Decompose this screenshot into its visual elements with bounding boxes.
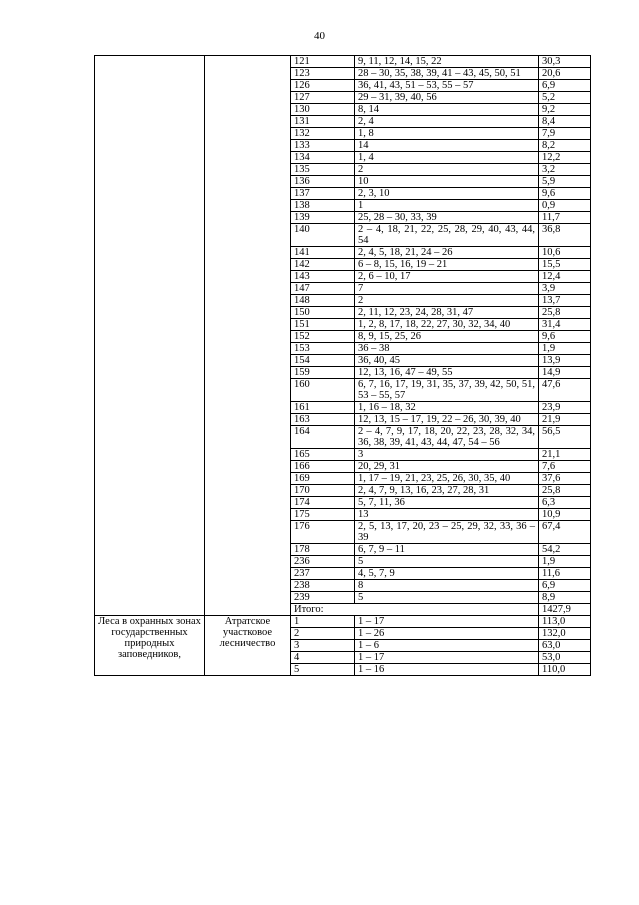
area-value: 7,6 <box>539 461 591 473</box>
quarter-number: 237 <box>291 568 355 580</box>
forest-quarters-table <box>94 55 591 676</box>
area-value: 36,8 <box>539 224 591 247</box>
parcel-numbers: 8, 14 <box>355 104 539 116</box>
area-value: 56,5 <box>539 426 591 449</box>
quarter-number: 238 <box>291 580 355 592</box>
quarter-number: 163 <box>291 414 355 426</box>
area-value: 6,9 <box>539 80 591 92</box>
quarter-number: 131 <box>291 116 355 128</box>
parcel-numbers: 1 – 17 <box>355 616 539 628</box>
quarter-number: 147 <box>291 283 355 295</box>
parcel-numbers: 9, 11, 12, 14, 15, 22 <box>355 56 539 68</box>
quarter-number: 127 <box>291 92 355 104</box>
area-value: 13,9 <box>539 355 591 367</box>
total-label: Итого: <box>291 604 539 616</box>
quarter-number: 176 <box>291 521 355 544</box>
quarter-number: 126 <box>291 80 355 92</box>
quarter-number: 5 <box>291 664 355 676</box>
parcel-numbers: 20, 29, 31 <box>355 461 539 473</box>
parcel-numbers: 5 <box>355 592 539 604</box>
parcel-numbers: 1, 16 – 18, 32 <box>355 402 539 414</box>
category-label: Леса в охранных зонах государственных природных заповедников, <box>95 616 205 676</box>
area-value: 23,9 <box>539 402 591 414</box>
area-value: 8,9 <box>539 592 591 604</box>
parcel-numbers: 36 – 38 <box>355 343 539 355</box>
quarter-number: 136 <box>291 176 355 188</box>
parcel-numbers: 2, 4, 5, 18, 21, 24 – 26 <box>355 247 539 259</box>
area-value: 63,0 <box>539 640 591 652</box>
table-row <box>95 616 591 628</box>
area-value: 9,6 <box>539 188 591 200</box>
parcel-numbers: 1, 2, 8, 17, 18, 22, 27, 30, 32, 34, 40 <box>355 319 539 331</box>
parcel-numbers: 13 <box>355 509 539 521</box>
quarter-number: 148 <box>291 295 355 307</box>
quarter-number: 139 <box>291 212 355 224</box>
quarter-number: 175 <box>291 509 355 521</box>
parcel-numbers: 3 <box>355 449 539 461</box>
parcel-numbers: 1 – 6 <box>355 640 539 652</box>
quarter-number: 132 <box>291 128 355 140</box>
page-number: 40 <box>314 30 325 42</box>
quarter-number: 143 <box>291 271 355 283</box>
area-value: 132,0 <box>539 628 591 640</box>
total-area: 1427,9 <box>539 604 591 616</box>
quarter-number: 164 <box>291 426 355 449</box>
parcel-numbers: 12, 13, 16, 47 – 49, 55 <box>355 367 539 379</box>
area-value: 5,9 <box>539 176 591 188</box>
quarter-number: 135 <box>291 164 355 176</box>
area-value: 25,8 <box>539 307 591 319</box>
quarter-number: 137 <box>291 188 355 200</box>
quarter-number: 153 <box>291 343 355 355</box>
parcel-numbers: 8, 9, 15, 25, 26 <box>355 331 539 343</box>
quarter-number: 170 <box>291 485 355 497</box>
parcel-numbers: 29 – 31, 39, 40, 56 <box>355 92 539 104</box>
area-value: 12,4 <box>539 271 591 283</box>
quarter-number: 140 <box>291 224 355 247</box>
area-value: 67,4 <box>539 521 591 544</box>
area-value: 10,9 <box>539 509 591 521</box>
parcel-numbers: 2, 6 – 10, 17 <box>355 271 539 283</box>
quarter-number: 4 <box>291 652 355 664</box>
parcel-numbers: 2, 4 <box>355 116 539 128</box>
quarter-number: 138 <box>291 200 355 212</box>
quarter-number: 130 <box>291 104 355 116</box>
parcel-numbers: 6, 7, 16, 17, 19, 31, 35, 37, 39, 42, 50, 51, 53 – 55, 57 <box>355 379 539 402</box>
quarter-number: 166 <box>291 461 355 473</box>
parcel-numbers: 1, 17 – 19, 21, 23, 25, 26, 30, 35, 40 <box>355 473 539 485</box>
parcel-numbers: 2, 4, 7, 9, 13, 16, 23, 27, 28, 31 <box>355 485 539 497</box>
quarter-number: 151 <box>291 319 355 331</box>
area-value: 12,2 <box>539 152 591 164</box>
quarter-number: 159 <box>291 367 355 379</box>
quarter-number: 161 <box>291 402 355 414</box>
quarter-number: 134 <box>291 152 355 164</box>
parcel-numbers: 5 <box>355 556 539 568</box>
area-value: 54,2 <box>539 544 591 556</box>
parcel-numbers: 1 – 17 <box>355 652 539 664</box>
area-value: 15,5 <box>539 259 591 271</box>
parcel-numbers: 2 <box>355 164 539 176</box>
parcel-numbers: 6, 7, 9 – 11 <box>355 544 539 556</box>
quarter-number: 133 <box>291 140 355 152</box>
area-value: 11,6 <box>539 568 591 580</box>
area-value: 6,9 <box>539 580 591 592</box>
area-value: 30,3 <box>539 56 591 68</box>
parcel-numbers: 14 <box>355 140 539 152</box>
area-value: 7,9 <box>539 128 591 140</box>
quarter-number: 141 <box>291 247 355 259</box>
area-value: 110,0 <box>539 664 591 676</box>
area-value: 21,1 <box>539 449 591 461</box>
area-value: 47,6 <box>539 379 591 402</box>
parcel-numbers: 7 <box>355 283 539 295</box>
quarter-number: 123 <box>291 68 355 80</box>
area-value: 3,2 <box>539 164 591 176</box>
area-value: 6,3 <box>539 497 591 509</box>
area-value: 3,9 <box>539 283 591 295</box>
area-value: 9,2 <box>539 104 591 116</box>
area-value: 37,6 <box>539 473 591 485</box>
parcel-numbers: 6 – 8, 15, 16, 19 – 21 <box>355 259 539 271</box>
quarter-number: 142 <box>291 259 355 271</box>
area-value: 10,6 <box>539 247 591 259</box>
quarter-number: 160 <box>291 379 355 402</box>
quarter-number: 174 <box>291 497 355 509</box>
area-value: 21,9 <box>539 414 591 426</box>
area-value: 8,2 <box>539 140 591 152</box>
parcel-numbers: 2 – 4, 18, 21, 22, 25, 28, 29, 40, 43, 44, 54 <box>355 224 539 247</box>
quarter-number: 165 <box>291 449 355 461</box>
parcel-numbers: 2, 3, 10 <box>355 188 539 200</box>
parcel-numbers: 1 – 16 <box>355 664 539 676</box>
quarter-number: 3 <box>291 640 355 652</box>
area-value: 9,6 <box>539 331 591 343</box>
area-value: 11,7 <box>539 212 591 224</box>
parcel-numbers: 4, 5, 7, 9 <box>355 568 539 580</box>
area-value: 1,9 <box>539 343 591 355</box>
parcel-numbers: 12, 13, 15 – 17, 19, 22 – 26, 30, 39, 40 <box>355 414 539 426</box>
parcel-numbers: 10 <box>355 176 539 188</box>
area-value: 113,0 <box>539 616 591 628</box>
parcel-numbers: 5, 7, 11, 36 <box>355 497 539 509</box>
parcel-numbers: 2 – 4, 7, 9, 17, 18, 20, 22, 23, 28, 32, 34, 36, 38, 39, 41, 43, 44, 47, 54 – 56 <box>355 426 539 449</box>
parcel-numbers: 1, 8 <box>355 128 539 140</box>
area-value: 20,6 <box>539 68 591 80</box>
quarter-number: 1 <box>291 616 355 628</box>
table-row <box>95 56 591 68</box>
area-value: 0,9 <box>539 200 591 212</box>
quarter-number: 150 <box>291 307 355 319</box>
parcel-numbers: 2, 11, 12, 23, 24, 28, 31, 47 <box>355 307 539 319</box>
parcel-numbers: 25, 28 – 30, 33, 39 <box>355 212 539 224</box>
area-value: 14,9 <box>539 367 591 379</box>
parcel-numbers: 36, 41, 43, 51 – 53, 55 – 57 <box>355 80 539 92</box>
forestry-cell-empty <box>205 56 291 616</box>
quarter-number: 236 <box>291 556 355 568</box>
forestry-label: Атратское участковое лесничество <box>205 616 291 676</box>
parcel-numbers: 1 – 26 <box>355 628 539 640</box>
parcel-numbers: 28 – 30, 35, 38, 39, 41 – 43, 45, 50, 51 <box>355 68 539 80</box>
quarter-number: 178 <box>291 544 355 556</box>
quarter-number: 239 <box>291 592 355 604</box>
parcel-numbers: 1 <box>355 200 539 212</box>
area-value: 1,9 <box>539 556 591 568</box>
quarter-number: 154 <box>291 355 355 367</box>
area-value: 31,4 <box>539 319 591 331</box>
area-value: 13,7 <box>539 295 591 307</box>
parcel-numbers: 8 <box>355 580 539 592</box>
parcel-numbers: 2, 5, 13, 17, 20, 23 – 25, 29, 32, 33, 36 – 39 <box>355 521 539 544</box>
parcel-numbers: 36, 40, 45 <box>355 355 539 367</box>
quarter-number: 121 <box>291 56 355 68</box>
area-value: 8,4 <box>539 116 591 128</box>
quarter-number: 169 <box>291 473 355 485</box>
parcel-numbers: 1, 4 <box>355 152 539 164</box>
quarter-number: 2 <box>291 628 355 640</box>
area-value: 53,0 <box>539 652 591 664</box>
category-cell-empty <box>95 56 205 616</box>
area-value: 25,8 <box>539 485 591 497</box>
area-value: 5,2 <box>539 92 591 104</box>
quarter-number: 152 <box>291 331 355 343</box>
parcel-numbers: 2 <box>355 295 539 307</box>
